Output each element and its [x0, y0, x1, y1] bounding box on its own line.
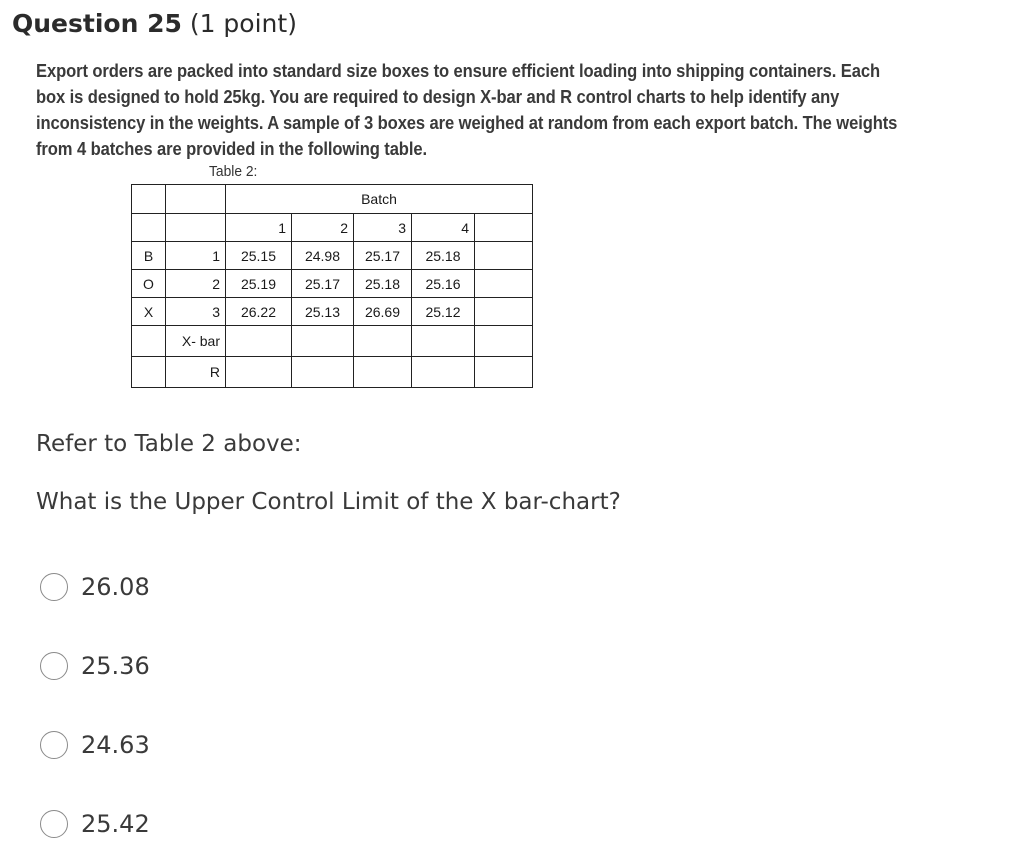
table-row [132, 214, 533, 242]
answer-option[interactable] [40, 649, 150, 683]
table-cell [226, 326, 292, 357]
weight-cell: 25.13 [292, 298, 354, 326]
box-letter: X [132, 298, 166, 326]
table-cell [132, 357, 166, 388]
weight-cell: 26.69 [354, 298, 412, 326]
table-cell [292, 326, 354, 357]
radio-button[interactable] [40, 652, 68, 680]
weight-cell: 25.15 [226, 242, 292, 270]
table-cell [475, 242, 533, 270]
problem-line: Export orders are packed into standard size boxes to ensure efficient loading into shipping containers. Each [36, 61, 881, 81]
table-cell [132, 326, 166, 357]
table-cell [292, 357, 354, 388]
weight-cell: 24.98 [292, 242, 354, 270]
radio-button[interactable] [40, 573, 68, 601]
table-row [132, 270, 533, 298]
table-cell [412, 326, 475, 357]
r-label: R [166, 357, 226, 388]
problem-line: box is designed to hold 25kg. You are required to design X-bar and R control charts to help identify any [36, 87, 840, 107]
table-row [132, 185, 533, 214]
batch-number: 2 [292, 214, 354, 242]
option-label[interactable]: 26.08 [81, 573, 150, 601]
question-points: (1 point) [189, 9, 297, 38]
question-text: What is the Upper Control Limit of the X bar-chart? [36, 489, 621, 515]
table-cell [354, 357, 412, 388]
weight-cell: 25.16 [412, 270, 475, 298]
table-cell [475, 270, 533, 298]
box-letter: B [132, 242, 166, 270]
weight-cell: 25.17 [354, 242, 412, 270]
table-cell [475, 214, 533, 242]
table-cell [166, 214, 226, 242]
table-row [132, 357, 533, 388]
option-label[interactable]: 25.42 [81, 810, 150, 838]
table-cell [166, 185, 226, 214]
batch-number: 3 [354, 214, 412, 242]
table-row [132, 298, 533, 326]
weight-cell: 26.22 [226, 298, 292, 326]
box-number: 1 [166, 242, 226, 270]
table-row [132, 326, 533, 357]
radio-button[interactable] [40, 731, 68, 759]
weight-cell: 25.17 [292, 270, 354, 298]
refer-text: Refer to Table 2 above: [36, 431, 302, 457]
table-cell [226, 357, 292, 388]
problem-line: inconsistency in the weights. A sample of 3 boxes are weighed at random from each export batch. The weights [36, 113, 898, 133]
batch-number: 1 [226, 214, 292, 242]
table-cell [475, 326, 533, 357]
weight-cell: 25.12 [412, 298, 475, 326]
problem-statement [36, 58, 942, 162]
problem-line: from 4 batches are provided in the following table. [36, 139, 427, 159]
radio-button[interactable] [40, 810, 68, 838]
question-title: Question 25 [12, 9, 182, 38]
table-cell [475, 298, 533, 326]
answer-option[interactable] [40, 807, 150, 841]
answer-option[interactable] [40, 570, 150, 604]
table-row [132, 242, 533, 270]
table-cell [354, 326, 412, 357]
answer-option[interactable] [40, 728, 150, 762]
option-label[interactable]: 25.36 [81, 652, 150, 680]
table-cell [132, 185, 166, 214]
box-number: 3 [166, 298, 226, 326]
table-caption: Table 2: [209, 163, 258, 180]
data-table [131, 184, 533, 388]
table-cell [412, 357, 475, 388]
table-cell [132, 214, 166, 242]
question-header [12, 4, 297, 44]
weight-cell: 25.18 [412, 242, 475, 270]
batch-header: Batch [226, 185, 533, 214]
weight-cell: 25.18 [354, 270, 412, 298]
box-letter: O [132, 270, 166, 298]
xbar-label: X- bar [166, 326, 226, 357]
box-number: 2 [166, 270, 226, 298]
weight-cell: 25.19 [226, 270, 292, 298]
table-cell [475, 357, 533, 388]
option-label[interactable]: 24.63 [81, 731, 150, 759]
batch-number: 4 [412, 214, 475, 242]
